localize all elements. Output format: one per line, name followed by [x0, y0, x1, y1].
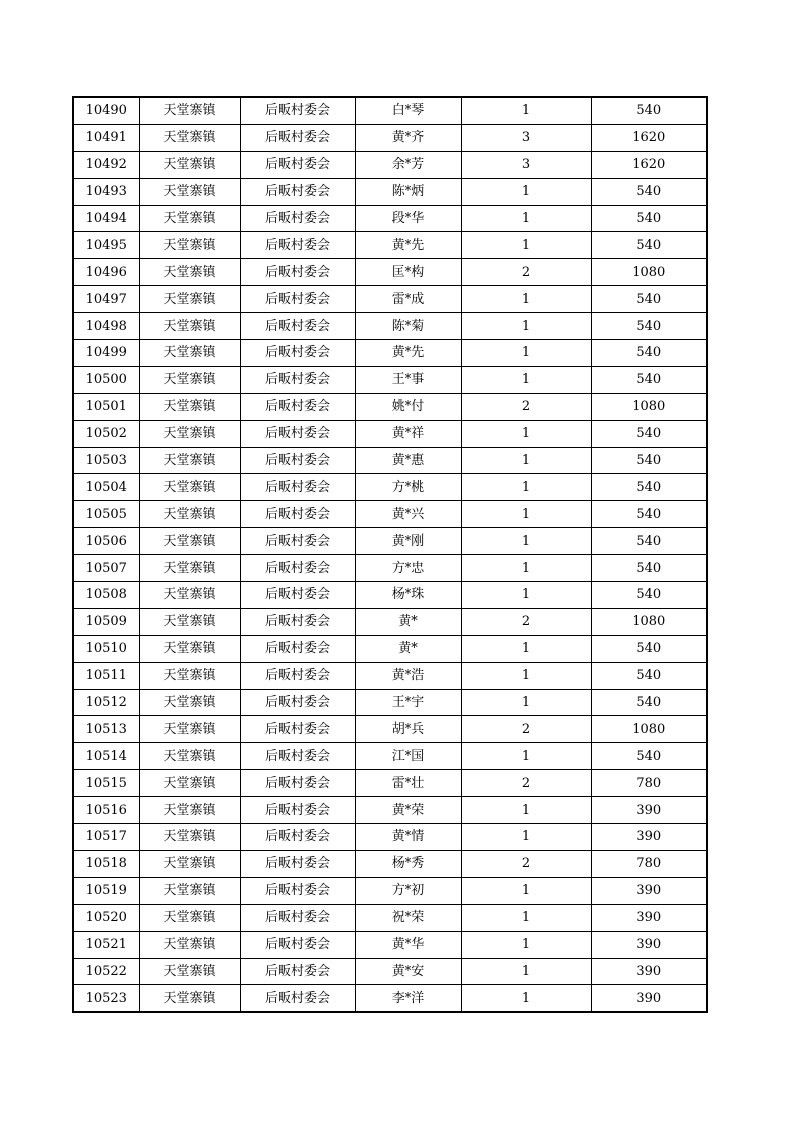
person-count-cell: 1 — [461, 743, 591, 770]
table-row — [73, 850, 707, 877]
row-number-cell: 10515 — [73, 770, 139, 797]
row-number-cell: 10492 — [73, 151, 139, 178]
village-committee-cell: 后畈村委会 — [240, 124, 355, 151]
village-committee-cell: 后畈村委会 — [240, 447, 355, 474]
name-cell: 李*洋 — [355, 985, 461, 1012]
village-committee-cell: 后畈村委会 — [240, 555, 355, 582]
person-count-cell: 1 — [461, 205, 591, 232]
village-committee-cell: 后畈村委会 — [240, 662, 355, 689]
town-cell: 天堂寨镇 — [139, 259, 240, 286]
amount-cell: 540 — [591, 555, 707, 582]
row-number-cell: 10494 — [73, 205, 139, 232]
table-row — [73, 662, 707, 689]
name-cell: 杨*秀 — [355, 850, 461, 877]
table-row — [73, 340, 707, 367]
name-cell: 黄*先 — [355, 232, 461, 259]
table-row — [73, 501, 707, 528]
table-row — [73, 232, 707, 259]
row-number-cell: 10513 — [73, 716, 139, 743]
town-cell: 天堂寨镇 — [139, 178, 240, 205]
town-cell: 天堂寨镇 — [139, 528, 240, 555]
person-count-cell: 3 — [461, 151, 591, 178]
village-committee-cell: 后畈村委会 — [240, 985, 355, 1012]
person-count-cell: 2 — [461, 770, 591, 797]
name-cell: 江*国 — [355, 743, 461, 770]
amount-cell: 540 — [591, 178, 707, 205]
amount-cell: 540 — [591, 582, 707, 609]
row-number-cell: 10506 — [73, 528, 139, 555]
row-number-cell: 10501 — [73, 393, 139, 420]
person-count-cell: 2 — [461, 608, 591, 635]
row-number-cell: 10491 — [73, 124, 139, 151]
village-committee-cell: 后畈村委会 — [240, 608, 355, 635]
town-cell: 天堂寨镇 — [139, 151, 240, 178]
village-committee-cell: 后畈村委会 — [240, 904, 355, 931]
person-count-cell: 1 — [461, 824, 591, 851]
table-row — [73, 447, 707, 474]
table-row — [73, 205, 707, 232]
village-committee-cell: 后畈村委会 — [240, 824, 355, 851]
table-row — [73, 635, 707, 662]
village-committee-cell: 后畈村委会 — [240, 716, 355, 743]
row-number-cell: 10518 — [73, 850, 139, 877]
row-number-cell: 10502 — [73, 420, 139, 447]
village-committee-cell: 后畈村委会 — [240, 286, 355, 313]
row-number-cell: 10495 — [73, 232, 139, 259]
amount-cell: 540 — [591, 366, 707, 393]
row-number-cell: 10517 — [73, 824, 139, 851]
name-cell: 白*琴 — [355, 97, 461, 124]
person-count-cell: 1 — [461, 797, 591, 824]
amount-cell: 390 — [591, 985, 707, 1012]
amount-cell: 540 — [591, 474, 707, 501]
town-cell: 天堂寨镇 — [139, 877, 240, 904]
amount-cell: 1620 — [591, 124, 707, 151]
name-cell: 黄*祥 — [355, 420, 461, 447]
table-row — [73, 151, 707, 178]
amount-cell: 390 — [591, 958, 707, 985]
name-cell: 方*初 — [355, 877, 461, 904]
table-row — [73, 313, 707, 340]
village-committee-cell: 后畈村委会 — [240, 259, 355, 286]
town-cell: 天堂寨镇 — [139, 366, 240, 393]
name-cell: 黄*先 — [355, 340, 461, 367]
village-committee-cell: 后畈村委会 — [240, 340, 355, 367]
village-committee-cell: 后畈村委会 — [240, 151, 355, 178]
person-count-cell: 1 — [461, 286, 591, 313]
person-count-cell: 2 — [461, 716, 591, 743]
village-committee-cell: 后畈村委会 — [240, 205, 355, 232]
name-cell: 雷*壮 — [355, 770, 461, 797]
person-count-cell: 1 — [461, 313, 591, 340]
amount-cell: 540 — [591, 743, 707, 770]
town-cell: 天堂寨镇 — [139, 931, 240, 958]
table-row — [73, 366, 707, 393]
amount-cell: 780 — [591, 770, 707, 797]
village-committee-cell: 后畈村委会 — [240, 635, 355, 662]
table-row — [73, 877, 707, 904]
name-cell: 陈*炳 — [355, 178, 461, 205]
name-cell: 祝*荣 — [355, 904, 461, 931]
amount-cell: 540 — [591, 447, 707, 474]
row-number-cell: 10521 — [73, 931, 139, 958]
person-count-cell: 1 — [461, 474, 591, 501]
name-cell: 方*桃 — [355, 474, 461, 501]
village-committee-cell: 后畈村委会 — [240, 931, 355, 958]
table-row — [73, 124, 707, 151]
row-number-cell: 10512 — [73, 689, 139, 716]
table-row — [73, 824, 707, 851]
row-number-cell: 10520 — [73, 904, 139, 931]
name-cell: 黄*荣 — [355, 797, 461, 824]
row-number-cell: 10507 — [73, 555, 139, 582]
amount-cell: 540 — [591, 313, 707, 340]
table-row — [73, 259, 707, 286]
village-committee-cell: 后畈村委会 — [240, 582, 355, 609]
name-cell: 王*事 — [355, 366, 461, 393]
amount-cell: 390 — [591, 824, 707, 851]
name-cell: 黄*浩 — [355, 662, 461, 689]
village-committee-cell: 后畈村委会 — [240, 770, 355, 797]
person-count-cell: 3 — [461, 124, 591, 151]
name-cell: 黄* — [355, 635, 461, 662]
town-cell: 天堂寨镇 — [139, 232, 240, 259]
person-count-cell: 1 — [461, 366, 591, 393]
amount-cell: 1080 — [591, 259, 707, 286]
table-row — [73, 716, 707, 743]
amount-cell: 540 — [591, 232, 707, 259]
town-cell: 天堂寨镇 — [139, 689, 240, 716]
amount-cell: 540 — [591, 205, 707, 232]
amount-cell: 540 — [591, 340, 707, 367]
row-number-cell: 10523 — [73, 985, 139, 1012]
amount-cell: 1080 — [591, 393, 707, 420]
name-cell: 黄*华 — [355, 931, 461, 958]
row-number-cell: 10503 — [73, 447, 139, 474]
village-committee-cell: 后畈村委会 — [240, 850, 355, 877]
town-cell: 天堂寨镇 — [139, 447, 240, 474]
table-row — [73, 985, 707, 1012]
person-count-cell: 1 — [461, 689, 591, 716]
village-committee-cell: 后畈村委会 — [240, 420, 355, 447]
town-cell: 天堂寨镇 — [139, 770, 240, 797]
amount-cell: 540 — [591, 286, 707, 313]
village-committee-cell: 后畈村委会 — [240, 232, 355, 259]
town-cell: 天堂寨镇 — [139, 662, 240, 689]
name-cell: 姚*付 — [355, 393, 461, 420]
person-count-cell: 2 — [461, 393, 591, 420]
amount-cell: 540 — [591, 635, 707, 662]
table-row — [73, 286, 707, 313]
person-count-cell: 1 — [461, 178, 591, 205]
table-row — [73, 420, 707, 447]
amount-cell: 390 — [591, 877, 707, 904]
amount-cell: 540 — [591, 97, 707, 124]
village-committee-cell: 后畈村委会 — [240, 797, 355, 824]
row-number-cell: 10493 — [73, 178, 139, 205]
table-row — [73, 393, 707, 420]
name-cell: 余*芳 — [355, 151, 461, 178]
town-cell: 天堂寨镇 — [139, 850, 240, 877]
person-count-cell: 1 — [461, 985, 591, 1012]
row-number-cell: 10511 — [73, 662, 139, 689]
amount-cell: 390 — [591, 904, 707, 931]
name-cell: 陈*菊 — [355, 313, 461, 340]
person-count-cell: 1 — [461, 662, 591, 689]
person-count-cell: 1 — [461, 232, 591, 259]
table-row — [73, 689, 707, 716]
town-cell: 天堂寨镇 — [139, 205, 240, 232]
town-cell: 天堂寨镇 — [139, 124, 240, 151]
row-number-cell: 10522 — [73, 958, 139, 985]
person-count-cell: 1 — [461, 582, 591, 609]
town-cell: 天堂寨镇 — [139, 393, 240, 420]
row-number-cell: 10509 — [73, 608, 139, 635]
town-cell: 天堂寨镇 — [139, 608, 240, 635]
person-count-cell: 1 — [461, 97, 591, 124]
amount-cell: 1080 — [591, 716, 707, 743]
row-number-cell: 10510 — [73, 635, 139, 662]
person-count-cell: 1 — [461, 340, 591, 367]
person-count-cell: 2 — [461, 850, 591, 877]
row-number-cell: 10497 — [73, 286, 139, 313]
amount-cell: 540 — [591, 528, 707, 555]
person-count-cell: 1 — [461, 447, 591, 474]
person-count-cell: 1 — [461, 635, 591, 662]
name-cell: 杨*珠 — [355, 582, 461, 609]
person-count-cell: 1 — [461, 877, 591, 904]
row-number-cell: 10498 — [73, 313, 139, 340]
town-cell: 天堂寨镇 — [139, 420, 240, 447]
town-cell: 天堂寨镇 — [139, 501, 240, 528]
village-committee-cell: 后畈村委会 — [240, 97, 355, 124]
town-cell: 天堂寨镇 — [139, 286, 240, 313]
village-committee-cell: 后畈村委会 — [240, 743, 355, 770]
table-row — [73, 178, 707, 205]
town-cell: 天堂寨镇 — [139, 958, 240, 985]
row-number-cell: 10490 — [73, 97, 139, 124]
row-number-cell: 10504 — [73, 474, 139, 501]
row-number-cell: 10500 — [73, 366, 139, 393]
table-row — [73, 797, 707, 824]
amount-cell: 540 — [591, 501, 707, 528]
person-count-cell: 1 — [461, 958, 591, 985]
row-number-cell: 10519 — [73, 877, 139, 904]
town-cell: 天堂寨镇 — [139, 797, 240, 824]
name-cell: 黄*安 — [355, 958, 461, 985]
person-count-cell: 2 — [461, 259, 591, 286]
amount-cell: 1080 — [591, 608, 707, 635]
person-count-cell: 1 — [461, 555, 591, 582]
amount-cell: 540 — [591, 662, 707, 689]
name-cell: 段*华 — [355, 205, 461, 232]
name-cell: 方*忠 — [355, 555, 461, 582]
town-cell: 天堂寨镇 — [139, 985, 240, 1012]
town-cell: 天堂寨镇 — [139, 582, 240, 609]
village-committee-cell: 后畈村委会 — [240, 689, 355, 716]
row-number-cell: 10496 — [73, 259, 139, 286]
table-row — [73, 608, 707, 635]
name-cell: 黄*刚 — [355, 528, 461, 555]
amount-cell: 780 — [591, 850, 707, 877]
name-cell: 黄*情 — [355, 824, 461, 851]
name-cell: 黄* — [355, 608, 461, 635]
town-cell: 天堂寨镇 — [139, 340, 240, 367]
name-cell: 雷*成 — [355, 286, 461, 313]
person-count-cell: 1 — [461, 904, 591, 931]
person-count-cell: 1 — [461, 931, 591, 958]
roster-table-body — [73, 97, 707, 1012]
town-cell: 天堂寨镇 — [139, 716, 240, 743]
person-count-cell: 1 — [461, 420, 591, 447]
town-cell: 天堂寨镇 — [139, 313, 240, 340]
town-cell: 天堂寨镇 — [139, 904, 240, 931]
village-committee-cell: 后畈村委会 — [240, 313, 355, 340]
name-cell: 王*宇 — [355, 689, 461, 716]
town-cell: 天堂寨镇 — [139, 743, 240, 770]
village-committee-cell: 后畈村委会 — [240, 178, 355, 205]
name-cell: 匡*构 — [355, 259, 461, 286]
table-row — [73, 474, 707, 501]
row-number-cell: 10499 — [73, 340, 139, 367]
row-number-cell: 10505 — [73, 501, 139, 528]
table-row — [73, 958, 707, 985]
table-row — [73, 582, 707, 609]
village-committee-cell: 后畈村委会 — [240, 366, 355, 393]
village-committee-cell: 后畈村委会 — [240, 528, 355, 555]
row-number-cell: 10508 — [73, 582, 139, 609]
amount-cell: 540 — [591, 420, 707, 447]
table-row — [73, 555, 707, 582]
town-cell: 天堂寨镇 — [139, 555, 240, 582]
village-committee-cell: 后畈村委会 — [240, 877, 355, 904]
village-committee-cell: 后畈村委会 — [240, 474, 355, 501]
table-row — [73, 931, 707, 958]
table-row — [73, 528, 707, 555]
amount-cell: 390 — [591, 797, 707, 824]
table-row — [73, 97, 707, 124]
town-cell: 天堂寨镇 — [139, 635, 240, 662]
amount-cell: 390 — [591, 931, 707, 958]
town-cell: 天堂寨镇 — [139, 97, 240, 124]
village-committee-cell: 后畈村委会 — [240, 393, 355, 420]
table-row — [73, 904, 707, 931]
village-committee-cell: 后畈村委会 — [240, 958, 355, 985]
table-row — [73, 770, 707, 797]
table-row — [73, 743, 707, 770]
town-cell: 天堂寨镇 — [139, 474, 240, 501]
amount-cell: 1620 — [591, 151, 707, 178]
village-committee-cell: 后畈村委会 — [240, 501, 355, 528]
person-count-cell: 1 — [461, 528, 591, 555]
name-cell: 黄*兴 — [355, 501, 461, 528]
row-number-cell: 10516 — [73, 797, 139, 824]
row-number-cell: 10514 — [73, 743, 139, 770]
name-cell: 胡*兵 — [355, 716, 461, 743]
name-cell: 黄*惠 — [355, 447, 461, 474]
person-count-cell: 1 — [461, 501, 591, 528]
amount-cell: 540 — [591, 689, 707, 716]
roster-table — [72, 96, 708, 1013]
name-cell: 黄*齐 — [355, 124, 461, 151]
town-cell: 天堂寨镇 — [139, 824, 240, 851]
